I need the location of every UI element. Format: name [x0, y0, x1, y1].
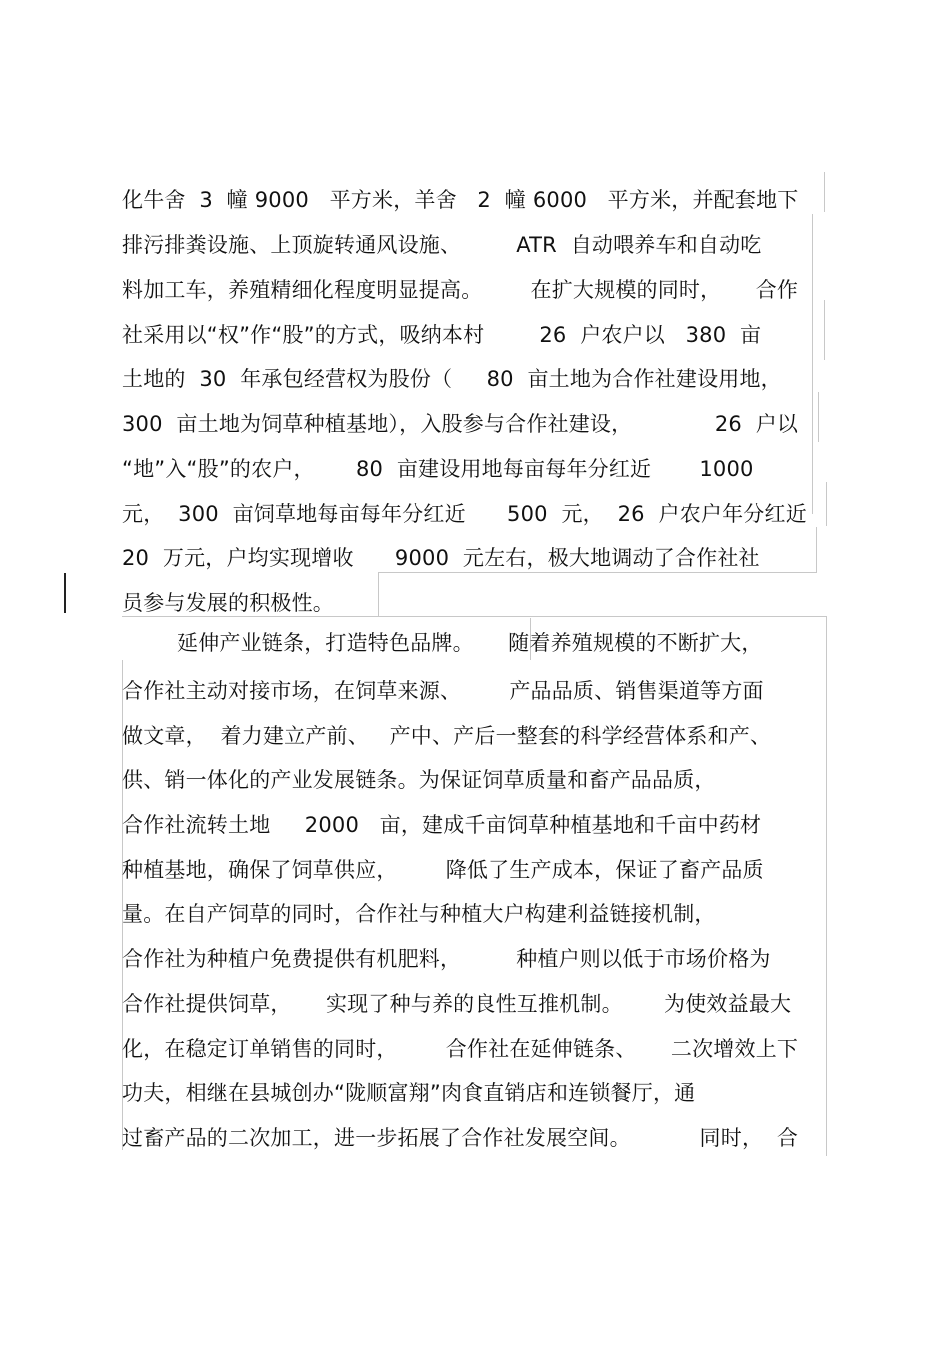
- text-line: 种植基地，确保了饲草供应， 降低了生产成本，保证了畜产品质: [122, 858, 764, 882]
- text-line: 料加工车，养殖精细化程度明显提高。 在扩大规模的同时， 合作: [122, 278, 799, 302]
- text-line: 20 万元，户均实现增收 9000 元左右，极大地调动了合作社社: [122, 546, 760, 570]
- text-line: 合作社为种植户免费提供有机肥料， 种植户则以低于市场价格为: [122, 947, 771, 971]
- text-line: 土地的 30 年承包经营权为股份（ 80 亩土地为合作社建设用地，: [122, 367, 782, 391]
- text-line: 元， 300 亩饲草地每亩每年分红近 500 元， 26 户农户年分红近: [122, 502, 807, 526]
- text-line: 300 亩土地为饲草种植基地），入股参与合作社建设， 26 户以: [122, 412, 799, 436]
- text-line: 社采用以“权”作“股”的方式，吸纳本村 26 户农户以 380 亩: [122, 323, 762, 347]
- text-line: 合作社主动对接市场，在饲草来源、 产品品质、销售渠道等方面: [122, 679, 764, 703]
- text-line: 做文章， 着力建立产前、 产中、产后一整套的科学经营体系和产、: [122, 724, 772, 748]
- text-line: “地”入“股”的农户， 80 亩建设用地每亩每年分红近 1000: [122, 457, 754, 481]
- frame-border: [826, 616, 827, 1156]
- frame-border: [824, 172, 825, 212]
- text-cursor: [64, 573, 66, 613]
- text-line: 合作社提供饲草， 实现了种与养的良性互推机制。 为使效益最大: [122, 992, 792, 1016]
- frame-border: [816, 527, 817, 573]
- paragraph-start-line: 延伸产业链条，打造特色品牌。 随着养殖规模的不断扩大，: [122, 631, 763, 655]
- frame-border: [824, 300, 825, 360]
- frame-border: [812, 214, 813, 514]
- text-line: 化牛舍 3 幢 9000 平方米，羊舍 2 幢 6000 平方米，并配套地下: [122, 188, 799, 212]
- frame-border: [818, 392, 819, 442]
- frame-border: [378, 616, 826, 617]
- text-line: 化，在稳定订单销售的同时， 合作社在延伸链条、 二次增效上下: [122, 1037, 799, 1061]
- frame-border: [826, 482, 827, 526]
- frame-border: [378, 572, 379, 616]
- text-line: 功夫，相继在县城创办“陇顺富翔”肉食直销店和连锁餐厅，通: [122, 1081, 696, 1105]
- text-line: 过畜产品的二次加工，进一步拓展了合作社发展空间。 同时， 合: [122, 1126, 799, 1150]
- text-line: 员参与发展的积极性。: [122, 591, 334, 615]
- text-line: 量。在自产饲草的同时，合作社与种植大户构建利益链接机制，: [122, 902, 716, 926]
- text-line: 合作社流转土地 2000 亩，建成千亩饲草种植基地和千亩中药材: [122, 813, 762, 837]
- text-line: 供、销一体化的产业发展链条。为保证饲草质量和畜产品品质，: [122, 768, 716, 792]
- text-line: 排污排粪设施、上顶旋转通风设施、 ATR 自动喂养车和自动吃: [122, 233, 762, 257]
